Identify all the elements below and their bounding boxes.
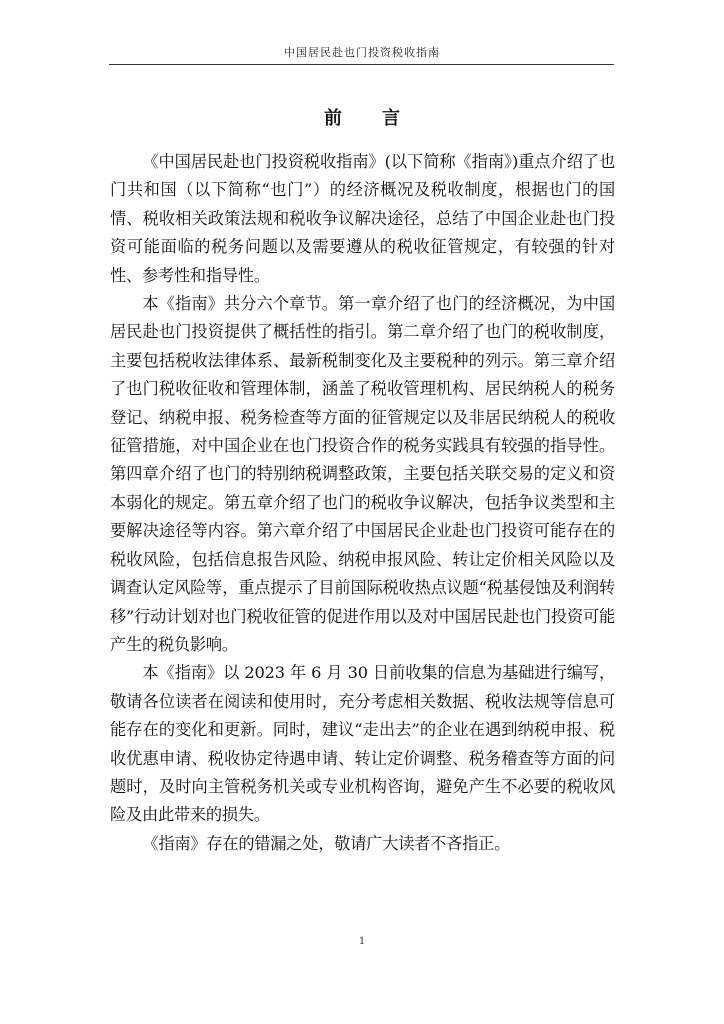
running-header: 中国居民赴也门投资税收指南 [284, 46, 440, 59]
header-divider [109, 64, 614, 65]
page-title: 前言 [324, 108, 440, 129]
body-text [110, 148, 615, 858]
paragraph-intro: 《中国居民赴也门投资税收指南》(以下简称《指南》)重点介绍了也门共和国（以下简称“也门”）的经济概况及税收制度，根据也门的国情、税收相关政策法规和税收争议解决途径，总结了中国企业赴也门投资可能面临的税务问题以及需要遵从的税收征管规定，有较强的针对性、参考性和指导性。 [110, 152, 615, 285]
paragraph-usage-note: 本《指南》以 2023 年 6 月 30 日前收集的信息为基础进行编写，敬请各位读者在阅读和使用时，充分考虑相关数据、税收法规等信息可能存在的变化和更新。同时，建议“走出去”的企业在遇到纳税申报、税收优惠申请、税收协定待遇申请、转让定价调整、税务稽查等方面的问题时，及时向主管税务机关或专业机构咨询，避免产生不必要的税收风险及由此带来的损失。 [110, 663, 615, 825]
paragraph-chapters: 本《指南》共分六个章节。第一章介绍了也门的经济概况，为中国居民赴也门投资提供了概括性的指引。第二章介绍了也门的税收制度，主要包括税收法律体系、最新税制变化及主要税种的列示。第三章介绍了也门税收征收和管理体制，涵盖了税收管理机构、居民纳税人的税务登记、纳税申报、税务检查等方面的征管规定以及非居民纳税人的税收征管措施，对中国企业在也门投资合作的税务实践具有较强的指导性。第四章介绍了也门的特别纳税调整政策，主要包括关联交易的定义和资本弱化的规定。第五章介绍了也门的税收争议解决，包括争议类型和主要解决途径等内容。第六章介绍了中国居民企业赴也门投资可能存在的税收风险，包括信息报告风险、纳税申报风险、转让定价相关风险以及调查认定风险等，重点提示了目前国际税收热点议题“税基侵蚀及利润转移”行动计划对也门税收征管的促进作用以及对中国居民赴也门投资可能产生的税负影响。 [110, 294, 615, 654]
page-number: 1 [358, 936, 366, 947]
paragraph-closing: 《指南》存在的错漏之处，敬请广大读者不吝指正。 [142, 833, 511, 853]
